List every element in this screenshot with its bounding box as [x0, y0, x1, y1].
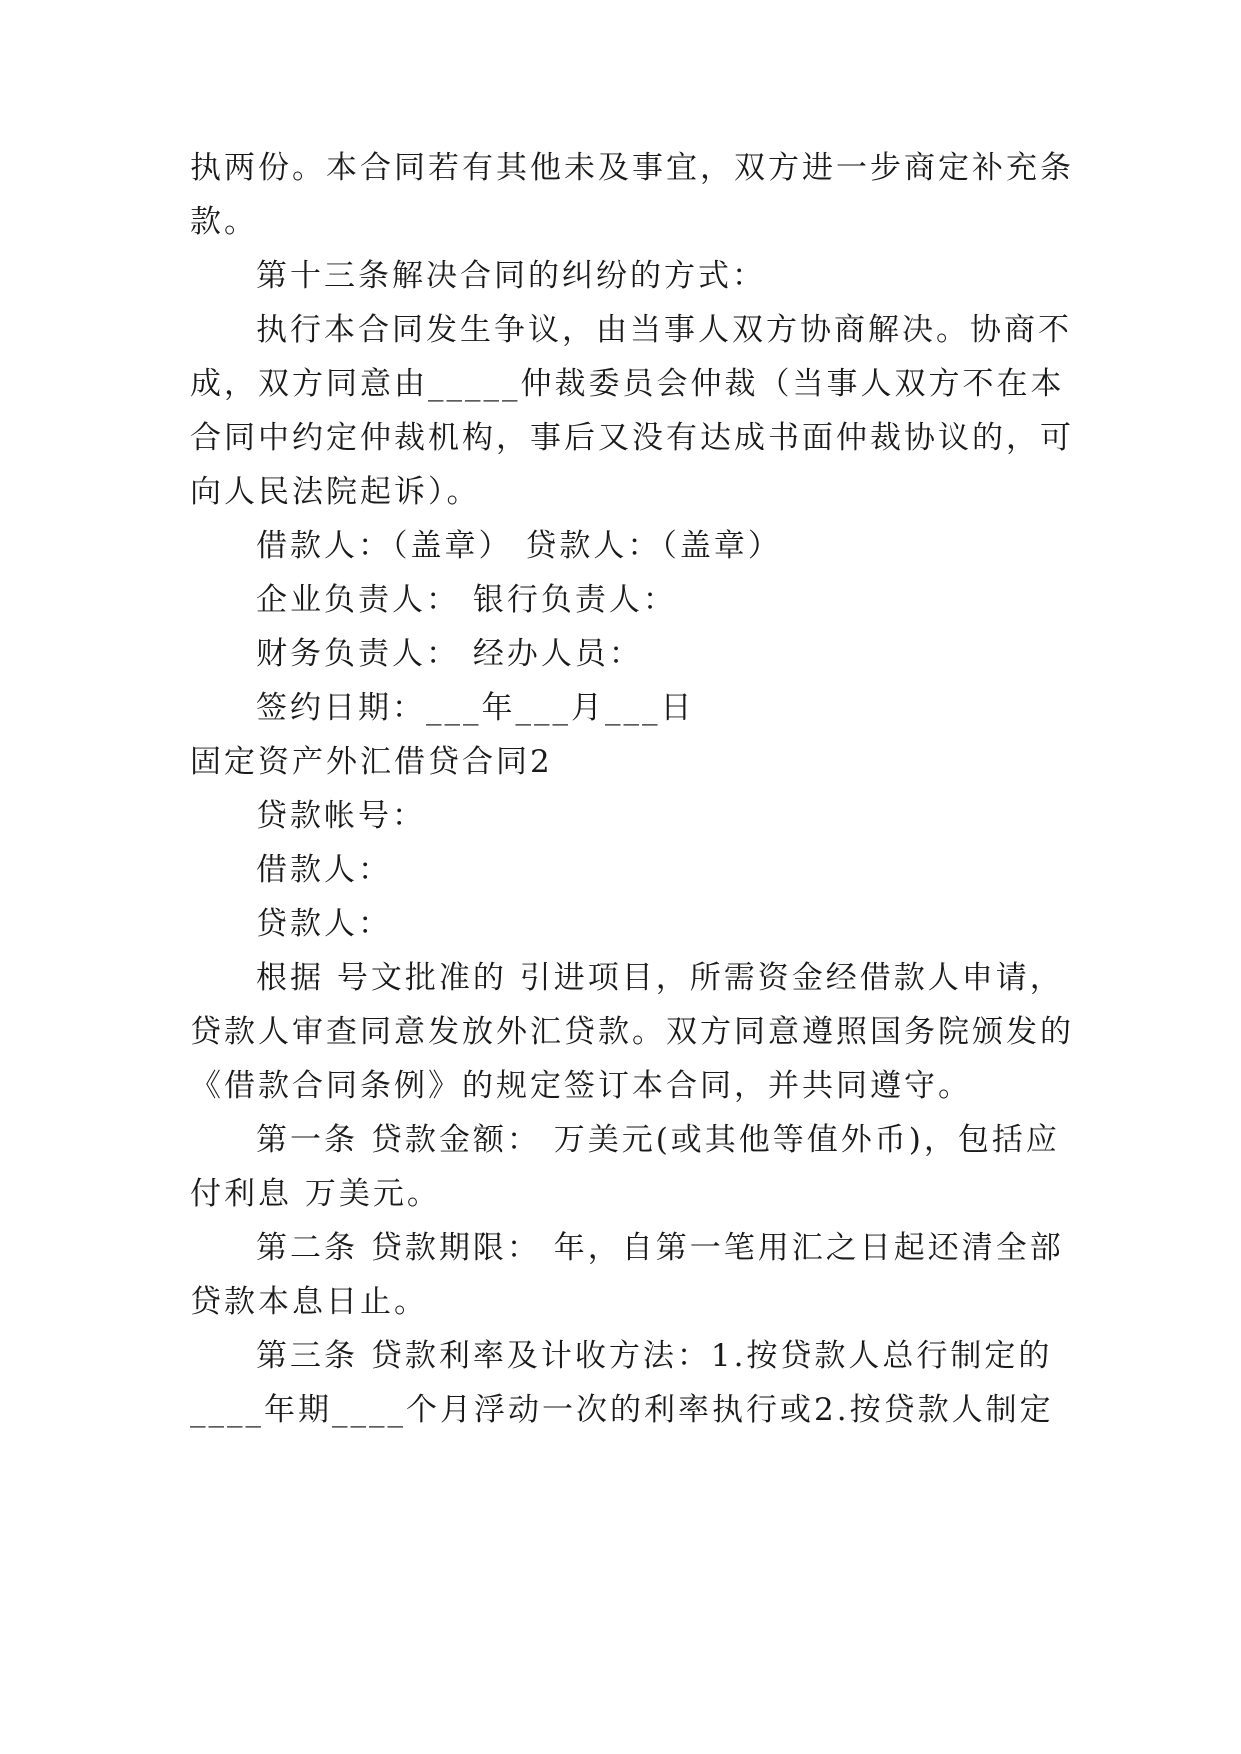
paragraph-line: 贷款人审查同意发放外汇贷款。双方同意遵照国务院颁发的	[190, 1014, 1074, 1050]
paragraph-line: 付利息 万美元。	[190, 1176, 441, 1212]
paragraph-line: 执行本合同发生争议，由当事人双方协商解决。协商不	[256, 312, 1072, 348]
paragraph-line: 款。	[190, 204, 258, 240]
paragraph-line: ____年期____个月浮动一次的利率执行或2.按贷款人制定	[190, 1392, 1054, 1428]
paragraph-line: 成，双方同意由_____仲裁委员会仲裁（当事人双方不在本	[190, 366, 1065, 402]
signature-line: 借款人：（盖章） 贷款人：（盖章）	[256, 528, 782, 564]
paragraph-line: 根据 号文批准的 引进项目，所需资金经借款人申请，	[256, 960, 1064, 996]
paragraph-line: 《借款合同条例》的规定签订本合同，并共同遵守。	[190, 1068, 972, 1104]
signature-line: 企业负责人： 银行负责人：	[256, 582, 677, 618]
paragraph-line: 执两份。本合同若有其他未及事宜，双方进一步商定补充条	[190, 150, 1074, 186]
document-title: 固定资产外汇借贷合同2	[190, 744, 553, 780]
field-line: 借款人：	[256, 852, 392, 888]
paragraph-line: 第一条 贷款金额： 万美元(或其他等值外币)，包括应	[256, 1122, 1060, 1158]
field-line: 贷款人：	[256, 906, 392, 942]
section-heading: 第十三条解决合同的纠纷的方式：	[256, 258, 766, 294]
paragraph-line: 贷款本息日止。	[190, 1284, 428, 1320]
signature-line: 财务负责人： 经办人员：	[256, 636, 643, 672]
paragraph-line: 合同中约定仲裁机构，事后又没有达成书面仲裁协议的，可	[190, 420, 1074, 456]
paragraph-line: 向人民法院起诉）。	[190, 474, 481, 510]
paragraph-line: 第三条 贷款利率及计收方法：1.按贷款人总行制定的	[256, 1338, 1053, 1374]
signing-date-line: 签约日期：___年___月___日	[256, 690, 695, 726]
field-line: 贷款帐号：	[256, 798, 426, 834]
paragraph-line: 第二条 贷款期限： 年，自第一笔用汇之日起还清全部	[256, 1230, 1064, 1266]
